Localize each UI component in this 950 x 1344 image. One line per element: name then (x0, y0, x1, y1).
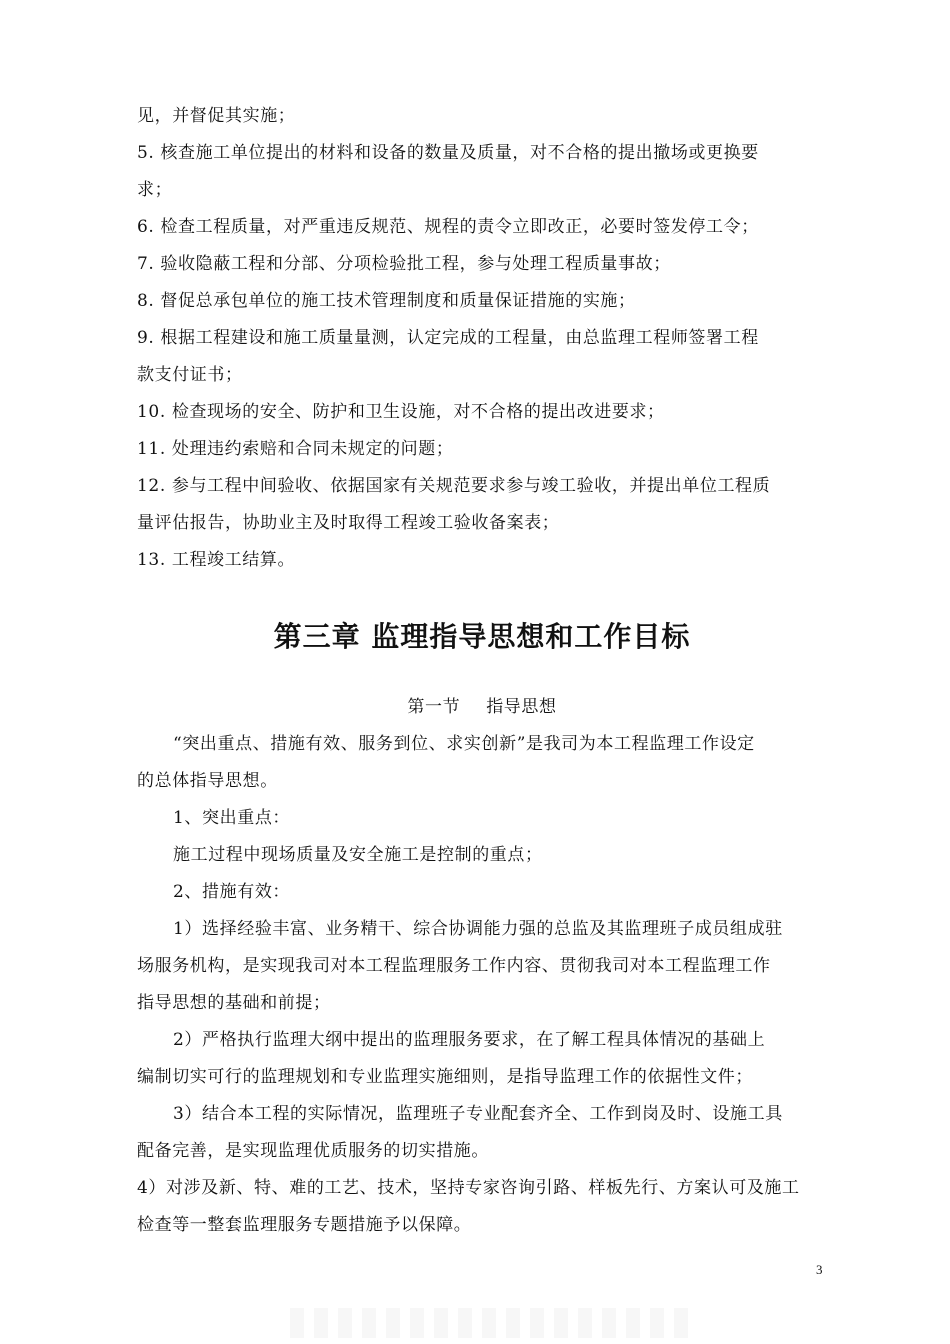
page-number: 3 (816, 1262, 823, 1277)
duty-list (137, 98, 827, 579)
paragraph-line: 编制切实可行的监理规划和专业监理实施细则，是指导监理工作的依据性文件； (137, 1067, 753, 1087)
list-line: 5. 核查施工单位提出的材料和设备的数量及质量，对不合格的提出撤场或更换要 (137, 143, 759, 163)
paragraph-line: 2、措施有效： (173, 882, 291, 902)
list-line: 11. 处理违约索赔和合同未规定的问题； (137, 439, 454, 459)
section-body (137, 726, 827, 1244)
list-line: 10. 检查现场的安全、防护和卫生设施，对不合格的提出改进要求； (137, 402, 665, 422)
paragraph-line: 3）结合本工程的实际情况，监理班子专业配套齐全、工作到岗及时、设施工具 (173, 1104, 783, 1124)
paragraph-line: 检查等一整套监理服务专题措施予以保障。 (137, 1215, 472, 1235)
list-line: 8. 督促总承包单位的施工技术管理制度和质量保证措施的实施； (137, 291, 636, 311)
paragraph-line: 配备完善，是实现监理优质服务的切实措施。 (137, 1141, 489, 1161)
paragraph-line: 场服务机构，是实现我司对本工程监理服务工作内容、贯彻我司对本工程监理工作 (137, 956, 771, 976)
list-line: 见，并督促其实施； (137, 106, 296, 126)
section-number: 第一节 (407, 697, 461, 717)
paragraph-line: 指导思想的基础和前提； (137, 993, 331, 1013)
list-line: 7. 验收隐蔽工程和分部、分项检验批工程，参与处理工程质量事故； (137, 254, 671, 274)
list-line: 12. 参与工程中间验收、依据国家有关规范要求参与竣工验收，并提出单位工程质 (137, 476, 771, 496)
list-line: 款支付证书； (137, 365, 243, 385)
paragraph-line: 4）对涉及新、特、难的工艺、技术，坚持专家咨询引路、样板先行、方案认可及施工 (137, 1178, 800, 1198)
list-line: 6. 检查工程质量，对严重违反规范、规程的责令立即改正，必要时签发停工令； (137, 217, 759, 237)
paragraph-line: 施工过程中现场质量及安全施工是控制的重点； (173, 845, 543, 865)
paragraph-line: 的总体指导思想。 (137, 771, 278, 791)
paragraph-line: 2）严格执行监理大纲中提出的监理服务要求，在了解工程具体情况的基础上 (173, 1030, 766, 1050)
faint-footer-watermark (290, 1308, 690, 1338)
paragraph-line: “突出重点、措施有效、服务到位、求实创新”是我司为本工程监理工作设定 (173, 734, 755, 754)
chapter-title: 第三章 监理指导思想和工作目标 (273, 620, 691, 653)
paragraph-line: 1）选择经验丰富、业务精干、综合协调能力强的总监及其监理班子成员组成驻 (173, 919, 783, 939)
list-line: 13. 工程竣工结算。 (137, 550, 296, 570)
list-line: 量评估报告，协助业主及时取得工程竣工验收备案表； (137, 513, 560, 533)
list-line: 9. 根据工程建设和施工质量量测，认定完成的工程量，由总监理工程师签署工程 (137, 328, 759, 348)
section-heading (137, 689, 827, 726)
page-content (137, 98, 827, 1244)
list-line: 求； (137, 180, 173, 200)
paragraph-line: 1、突出重点： (173, 808, 291, 828)
section-title: 指导思想 (486, 697, 557, 717)
